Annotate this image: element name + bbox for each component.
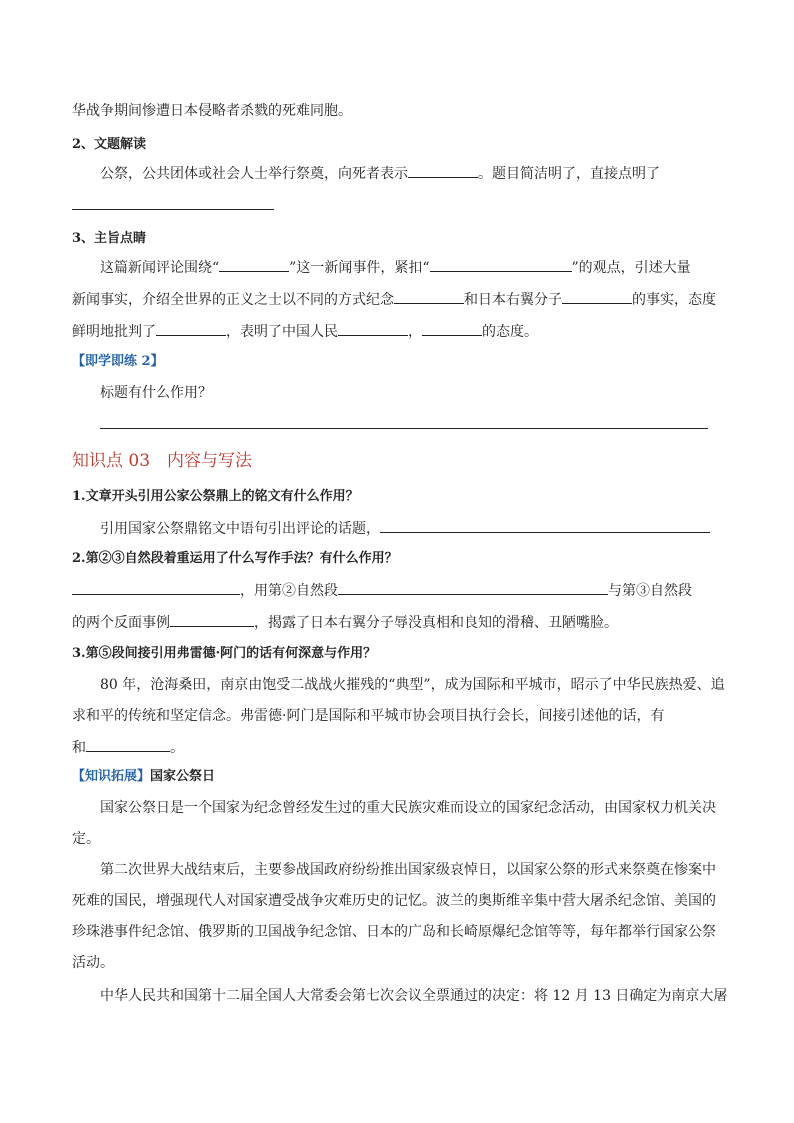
answer-blank[interactable] <box>170 612 254 627</box>
question-3-para-1: 80 年，沧海桑田，南京由饱受二战战火摧残的“典型”，成为国际和平城市，昭示了中华民族热爱、追 <box>100 677 725 693</box>
knowledge-point-title: 知识点 03 内容与写法 <box>72 451 253 471</box>
extension-para-2a: 第二次世界大战结束后，主要参战国政府纷纷推出国家级哀悼日，以国家公祭的形式来祭奠在惨案中 <box>100 862 716 878</box>
text: ，表明了中国人民 <box>226 324 338 340</box>
question-1-answer <box>72 518 750 540</box>
question-2-line-1 <box>72 580 722 602</box>
section-3-line-1 <box>72 257 750 279</box>
answer-blank[interactable] <box>156 321 226 336</box>
answer-blank[interactable] <box>430 257 572 272</box>
text: 的态度。 <box>482 324 538 340</box>
question-1-title: 1.文章开头引用公家公祭鼎上的铭文有什么作用？ <box>72 489 359 504</box>
extension-para-1a: 国家公祭日是一个国家为纪念曾经发生过的重大民族灾难而设立的国家纪念活动，由国家权力机关决 <box>100 800 716 816</box>
text: 新闻事实，介绍全世界的正义之士以不同的方式纪念 <box>72 292 394 308</box>
answer-blank[interactable] <box>380 518 710 533</box>
extension-para-2c: 珍珠港事件纪念馆、俄罗斯的卫国战争纪念馆、日本的广岛和长崎原爆纪念馆等等，每年都举行国家公祭 <box>72 924 716 940</box>
answer-blank[interactable] <box>338 580 608 595</box>
extension-para-3: 中华人民共和国第十二届全国人大常委会第七次会议全票通过的决定：将 12 月 13 日确定为南京大屠 <box>100 988 728 1004</box>
text: ，揭露了日本右翼分子辱没真相和良知的滑稽、丑陋嘴脸。 <box>254 615 618 631</box>
section-3-line-3 <box>72 321 722 343</box>
answer-blank[interactable] <box>72 580 240 595</box>
question-2-line-2 <box>72 612 722 634</box>
question-2-title: 2.第②③自然段着重运用了什么写作手法？有什么作用？ <box>72 551 398 566</box>
text: 和 <box>72 740 86 756</box>
answer-blank[interactable] <box>408 163 478 178</box>
text: ，用第②自然段 <box>240 583 338 599</box>
extension-tag: 【知识拓展】 <box>72 769 151 784</box>
text: 引用国家公祭鼎铭文中语句引出评论的话题， <box>100 521 380 537</box>
answer-blank[interactable] <box>394 289 464 304</box>
extension-heading <box>72 766 722 787</box>
answer-blank[interactable] <box>422 321 482 336</box>
extension-title: 国家公祭日 <box>150 769 216 784</box>
extension-para-2d: 活动。 <box>72 955 114 971</box>
intro-tail: 华战争期间惨遭日本侵略者杀戮的死难同胞。 <box>72 103 352 119</box>
answer-blank[interactable] <box>338 321 408 336</box>
answer-blank[interactable] <box>86 737 170 752</box>
practice-tag: 【即学即练 2】 <box>72 354 164 369</box>
section-2-text-1: 公祭，公共团体或社会人士举行祭奠，向死者表示 <box>100 166 408 182</box>
text: 的事实，态度 <box>632 292 716 308</box>
text: ， <box>408 324 422 340</box>
answer-line[interactable] <box>100 428 708 429</box>
question-3-para-3 <box>72 737 722 759</box>
answer-blank[interactable] <box>219 257 289 272</box>
question-3-para-2: 求和平的传统和坚定信念。弗雷德·阿门是国际和平城市协会项目执行会长，间接引述他的话，有 <box>72 708 665 724</box>
section-2-text-2: 。题目简洁明了，直接点明了 <box>478 166 660 182</box>
text: 的两个反面事例 <box>72 615 170 631</box>
section-2-line <box>72 163 750 185</box>
answer-blank[interactable] <box>562 289 632 304</box>
extension-para-2b: 死难的国民，增强现代人对国家遭受战争灾难历史的记忆。波兰的奥斯维辛集中营大屠杀纪念馆、美国的 <box>72 893 716 909</box>
text: 鲜明地批判了 <box>72 324 156 340</box>
text: 和日本右翼分子 <box>464 292 562 308</box>
section-2-heading: 2、文题解读 <box>72 137 147 152</box>
text: 与第③自然段 <box>608 583 692 599</box>
extension-para-1b: 定。 <box>72 831 100 847</box>
text: 这篇新闻评论围绕“ <box>100 260 220 276</box>
section-3-heading: 3、主旨点睛 <box>72 231 147 246</box>
practice-question: 标题有什么作用？ <box>100 385 212 401</box>
section-3-line-2 <box>72 289 722 311</box>
text: ”这一新闻事件，紧扣“ <box>289 260 430 276</box>
text: ”的观点，引述大量 <box>571 260 691 276</box>
text: 。 <box>170 740 184 756</box>
answer-line[interactable] <box>72 209 274 210</box>
question-3-title: 3.第⑤段间接引用弗雷德·阿门的话有何深意与作用？ <box>72 646 377 661</box>
